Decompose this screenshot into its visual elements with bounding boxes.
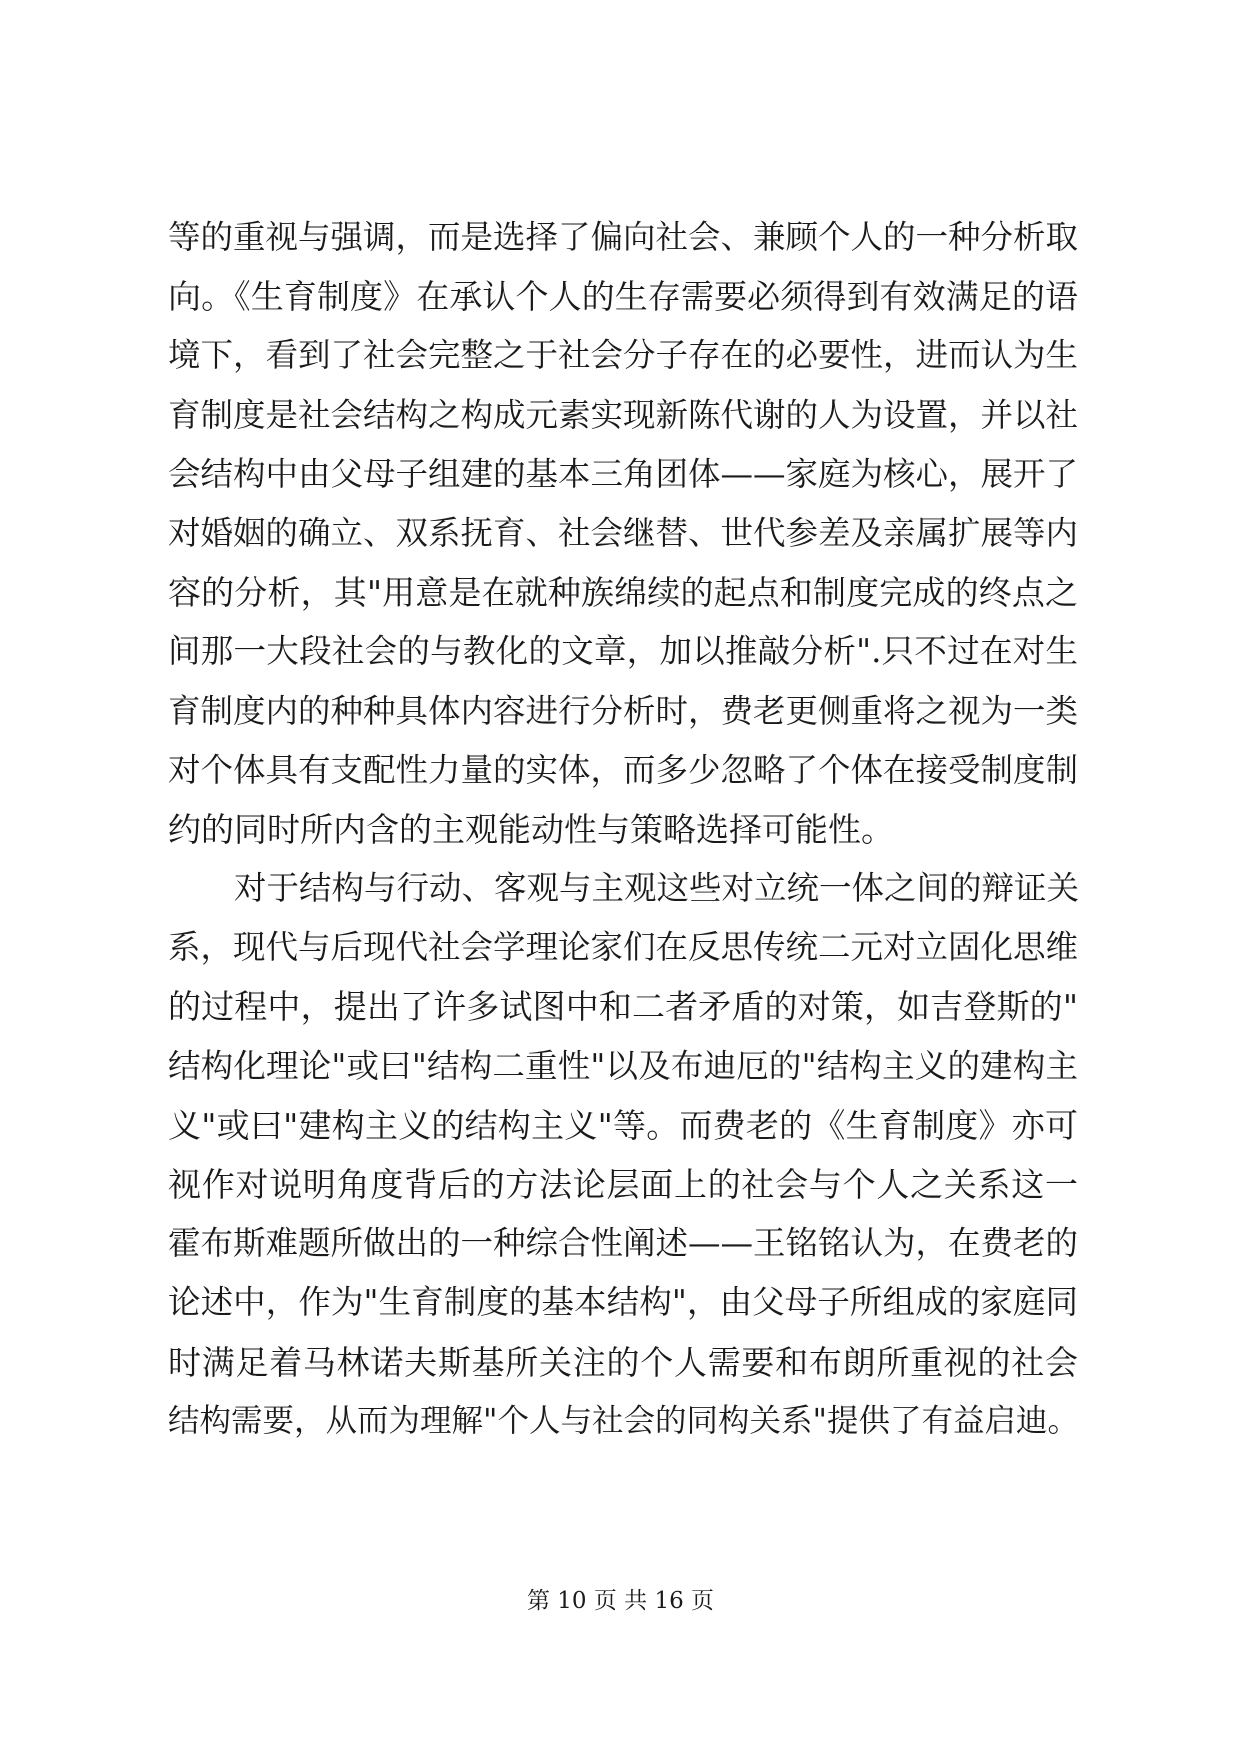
text-line: 会结构中由父母子组建的基本三角团体——家庭为核心，展开了 <box>168 454 1079 493</box>
text-line: 等的重视与强调，而是选择了偏向社会、兼顾个人的一种分析取 <box>168 218 1079 256</box>
text-line: 的过程中，提出了许多试图中和二者矛盾的对策，如吉登斯的" <box>168 987 1078 1027</box>
text-line: 结构需要，从而为理解"个人与社会的同构关系"提供了有益启迪。 <box>168 1402 1079 1439</box>
text-line: 育制度是社会结构之构成元素实现新陈代谢的人为设置，并以社 <box>168 395 1079 434</box>
text-line: 间那一大段社会的与教化的文章，加以推敲分析".只不过在对生 <box>168 632 1078 671</box>
text-line: 育制度内的种种具体内容进行分析时，费老更侧重将之视为一类 <box>168 691 1079 730</box>
text-line: 视作对说明角度背后的方法论层面上的社会与个人之关系这一 <box>168 1165 1078 1204</box>
text-line: 对于结构与行动、客观与主观这些对立统一体之间的辩证关 <box>234 869 1080 908</box>
text-line: 霍布斯难题所做出的一种综合性阐述——王铭铭认为，在费老的 <box>168 1224 1079 1263</box>
text-line: 约的同时所内含的主观能动性与策略选择可能性。 <box>168 809 894 849</box>
page-number-footer: 第 10 页 共 16 页 <box>526 1588 715 1614</box>
text-line: 时满足着马林诺夫斯基所关注的个人需要和布朗所重视的社会 <box>168 1342 1078 1382</box>
text-line: 论述中，作为"生育制度的基本结构"，由父母子所组成的家庭同 <box>168 1283 1078 1322</box>
text-line: 境下，看到了社会完整之于社会分子存在的必要性，进而认为生 <box>168 336 1079 375</box>
text-line: 对个体具有支配性力量的实体，而多少忽略了个体在接受制度制 <box>168 750 1079 789</box>
text-line: 容的分析，其"用意是在就种族绵续的起点和制度完成的终点之 <box>168 573 1078 613</box>
text-line: 结构化理论"或曰"结构二重性"以及布迪厄的"结构主义的建构主 <box>168 1046 1078 1085</box>
text-line: 向。《生育制度》在承认个人的生存需要必须得到有效满足的语 <box>168 277 1078 317</box>
text-line: 义"或曰"建构主义的结构主义"等。而费老的《生育制度》亦可 <box>168 1105 1078 1145</box>
text-line: 对婚姻的确立、双系抚育、社会继替、世代参差及亲属扩展等内 <box>168 513 1079 552</box>
text-line: 系，现代与后现代社会学理论家们在反思传统二元对立固化思维 <box>168 928 1079 967</box>
body-text <box>168 208 1078 1451</box>
